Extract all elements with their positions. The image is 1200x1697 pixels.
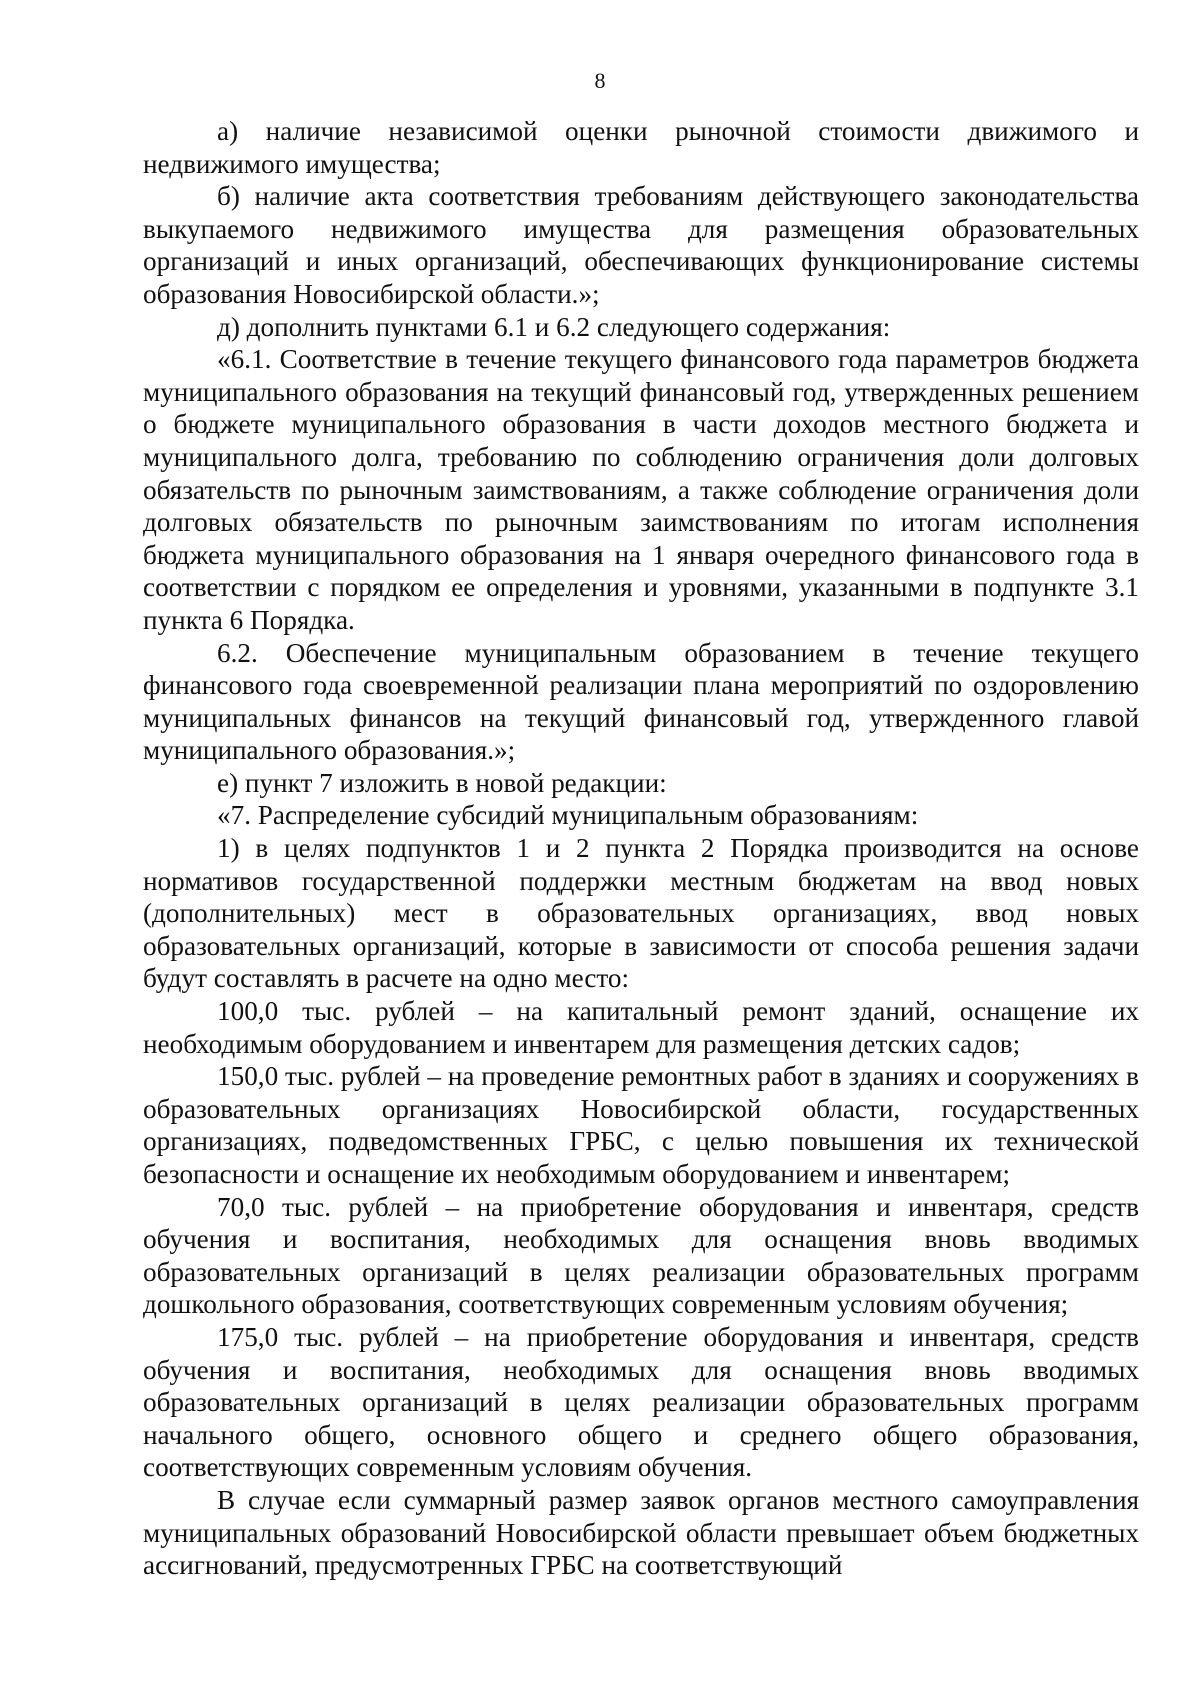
paragraph-6-1: «6.1. Соответствие в течение текущего финансового года параметров бюджета муниципального образования на текущий финансовый год, утвержденных решением о бюджете муниципального образования в части доходов местного бюджета и муниципального долга, требованию по соблюдению ограничения доли долговых обязательств по рыночным заимствованиям, а также соблюдение ограничения доли долговых обязательств по рыночным заимствованиям по итогам исполнения бюджета муниципального образования на 1 января очередного финансового года в соответствии с порядком ее определения и уровнями, указанными в подпункте 3.1 пункта 6 Порядка.	[143, 344, 1139, 635]
paragraph-b: б) наличие акта соответствия требованиям действующего законодательства выкупаемого недвижимого имущества для размещения образовательных организаций и иных организаций, обеспечивающих функционирование системы образования Новосибирской области.»;	[143, 181, 1139, 309]
paragraph-norm-70: 70,0 тыс. рублей – на приобретение оборудования и инвентаря, средств обучения и воспитания, необходимых для оснащения вновь вводимых образовательных организаций в целях реализации образовательных программ дошкольного образования, соответствующих современным условиям обучения;	[143, 1191, 1139, 1320]
paragraph-d: д) дополнить пунктами 6.1 и 6.2 следующего содержания:	[217, 311, 891, 342]
paragraph-excess-case: В случае если суммарный размер заявок органов местного самоуправления муниципальных образований Новосибирской области превышает объем бюджетных ассигнований, предусмотренных ГРБС на соответствующий	[143, 1484, 1139, 1581]
paragraph-a: а) наличие независимой оценки рыночной стоимости движимого и недвижимого имущества;	[143, 116, 1139, 179]
paragraph-e: е) пункт 7 изложить в новой редакции:	[217, 767, 667, 798]
document-body	[143, 115, 1139, 1582]
paragraph-6-2: 6.2. Обеспечение муниципальным образованием в течение текущего финансового года своевременной реализации плана мероприятий по оздоровлению муниципальных финансов на текущий финансовый год, утвержденного главой муниципального образования.»;	[143, 637, 1139, 766]
paragraph-7-1: 1) в целях подпунктов 1 и 2 пункта 2 Порядка производится на основе нормативов государственной поддержки местным бюджетам на ввод новых (дополнительных) мест в образовательных организациях, ввод новых образовательных организаций, которые в зависимости от способа решения задачи будут составлять в расчете на одно место:	[143, 833, 1139, 994]
paragraph-norm-100: 100,0 тыс. рублей – на капитальный ремонт зданий, оснащение их необходимым оборудованием и инвентарем для размещения детских садов;	[143, 996, 1139, 1059]
paragraph-norm-175: 175,0 тыс. рублей – на приобретение оборудования и инвентаря, средств обучения и воспитания, необходимых для оснащения вновь вводимых образовательных организаций в целях реализации образовательных программ начального общего, основного общего и среднего общего образования, соответствующих современным условиям обучения.	[143, 1321, 1139, 1483]
page-number: 8	[594, 68, 606, 93]
paragraph-7: «7. Распределение субсидий муниципальным образованиям:	[217, 800, 919, 831]
paragraph-norm-150: 150,0 тыс. рублей – на проведение ремонтных работ в зданиях и сооружениях в образовательных организациях Новосибирской области, государственных организациях, подведомственных ГРБС, с целью повышения их технической безопасности и оснащение их необходимым оборудованием и инвентарем;	[143, 1061, 1139, 1189]
